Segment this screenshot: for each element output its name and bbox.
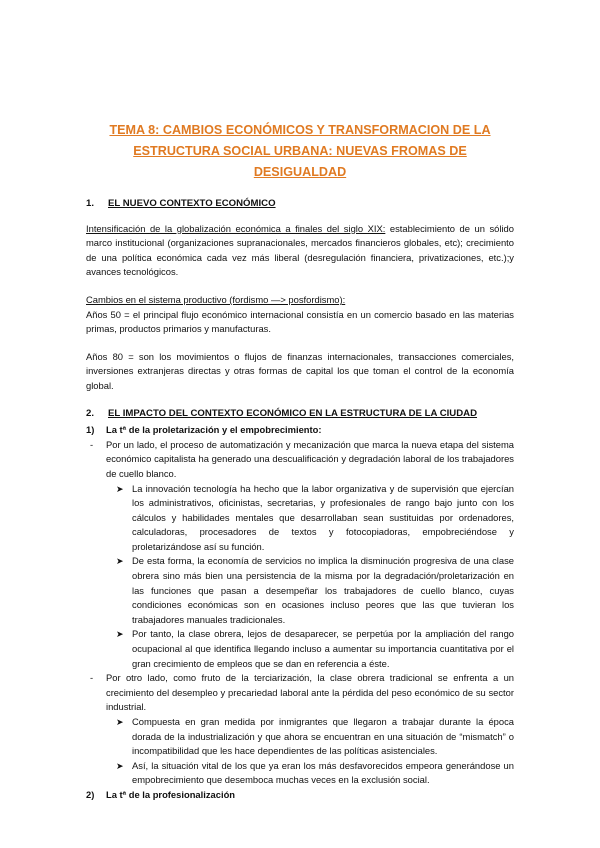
intro-text: establecimiento de un sólido marco institucional (organizaciones supranacionales, mercados financieros globales, etc); crecimiento de una política económica cada vez más liberal (desregulación financiera, privatizaciones, etc.);y avances tecnológicos. [86, 222, 514, 278]
section-2-heading [86, 407, 514, 422]
document-title [86, 120, 514, 183]
dash-bullet-icon: - [90, 672, 94, 684]
list-item [116, 627, 514, 671]
list-item [116, 715, 514, 759]
list-item-text: Así, la situación vital de los que ya eran los más desfavorecidos empeora generándose un empobrecimiento que desemboca muchas veces en la exclusión social. [132, 759, 514, 786]
list-item-text: La innovación tecnología ha hecho que la labor organizativa y de supervisión que ejercían los administrativos, oficinistas, secretarias, y profesionales de rango bajo junto con los cálculos y habilidades mentales que desarrollaban sean sustituidas por ordenadores, calculadoras, procesadores de textos y fotocopiadoras, empobreciéndose y proletarizándose así su función. [132, 482, 514, 552]
list-item-text: Por un lado, el proceso de automatización y mecanización que marca la nueva etapa del sistema económico capitalista ha generado una descualificación y degradación laboral de los trabajadores de cuello blanco. [106, 438, 514, 479]
list-item [90, 671, 514, 715]
arrow-bullet-icon: ➤ [116, 483, 124, 494]
arrow-bullet-icon: ➤ [116, 717, 124, 727]
list-item [116, 554, 514, 627]
changes-label: Cambios en el sistema productivo (fordismo —> posfordismo): [86, 293, 346, 305]
list-item [116, 482, 514, 555]
section-1-number: 1. [86, 198, 95, 209]
subsection-1-heading [86, 423, 514, 438]
list-item-text: Por tanto, la clase obrera, lejos de desaparecer, se perpetúa por la ampliación del rango ocupacional al que identifica llegando incluso a aumentar su importancia cuantitativa por el gran crecimiento de empleos que se dan en referencia a éste. [132, 628, 514, 669]
title-line-1: TEMA 8: CAMBIOS ECONÓMICOS Y TRANSFORMACION DE LA [109, 123, 491, 137]
intro-paragraph [86, 222, 514, 280]
subsection-2-label: La tª de la profesionalización [106, 788, 236, 800]
list-item-text: De esta forma, la economía de servicios no implica la disminución progresiva de una clase obrera sino más bien una persistencia de la misma por la degradación/proletarización en las funciones que pasan a desempeñar los trabajadores de cuello blanco, cuyas condiciones económicas son en ocasiones incluso peores que las que tuvieran los trabajadores manuales tradicionales. [132, 555, 514, 625]
intro-label: Intensificación de la globalización económica a finales del siglo XIX: [86, 222, 386, 234]
subsection-1-number: 1) [86, 424, 95, 436]
arrow-bullet-icon: ➤ [116, 629, 124, 640]
section-1-title: EL NUEVO CONTEXTO ECONÓMICO [108, 198, 276, 209]
list-item [116, 759, 514, 788]
arrow-bullet-icon: ➤ [116, 556, 124, 567]
years-50-paragraph: Años 50 = el principal flujo económico internacional consistía en un comercio basado en las materias primas, productos primarios y manufacturas. [86, 308, 514, 335]
title-line-2: ESTRUCTURA SOCIAL URBANA: NUEVAS FROMAS DE DESIGUALDAD [133, 144, 467, 179]
section-2-title: EL IMPACTO DEL CONTEXTO ECONÓMICO EN LA ESTRUCTURA DE LA CIUDAD [108, 407, 478, 419]
subsection-2-number: 2) [86, 788, 95, 800]
arrow-bullet-icon: ➤ [116, 760, 124, 771]
section-1-heading [86, 197, 514, 212]
dash-bullet-icon: - [90, 438, 94, 450]
subsection-2-heading [86, 788, 514, 803]
section-2-number: 2. [86, 407, 95, 419]
list-item [90, 438, 514, 482]
list-item-text: Compuesta en gran medida por inmigrantes que llegaron a trabajar durante la época dorada de la industrialización y que ahora se encuentran en una situación de “mismatch” o incompatibilidad que les hace dependientes de las políticas asistenciales. [132, 716, 514, 757]
list-item-text: Por otro lado, como fruto de la terciarización, la clase obrera tradicional se enfrenta a un crecimiento del desempleo y precariedad laboral ante la pérdida del peso económico de su sector industrial. [106, 672, 514, 713]
subsection-1-label: La tª de la proletarización y el empobrecimiento: [106, 424, 322, 436]
years-80-paragraph: Años 80 = son los movimientos o flujos de finanzas internacionales, transacciones comerciales, inversiones extranjeras directas y otras formas de capital los que toman el control de la economía global. [86, 350, 514, 391]
